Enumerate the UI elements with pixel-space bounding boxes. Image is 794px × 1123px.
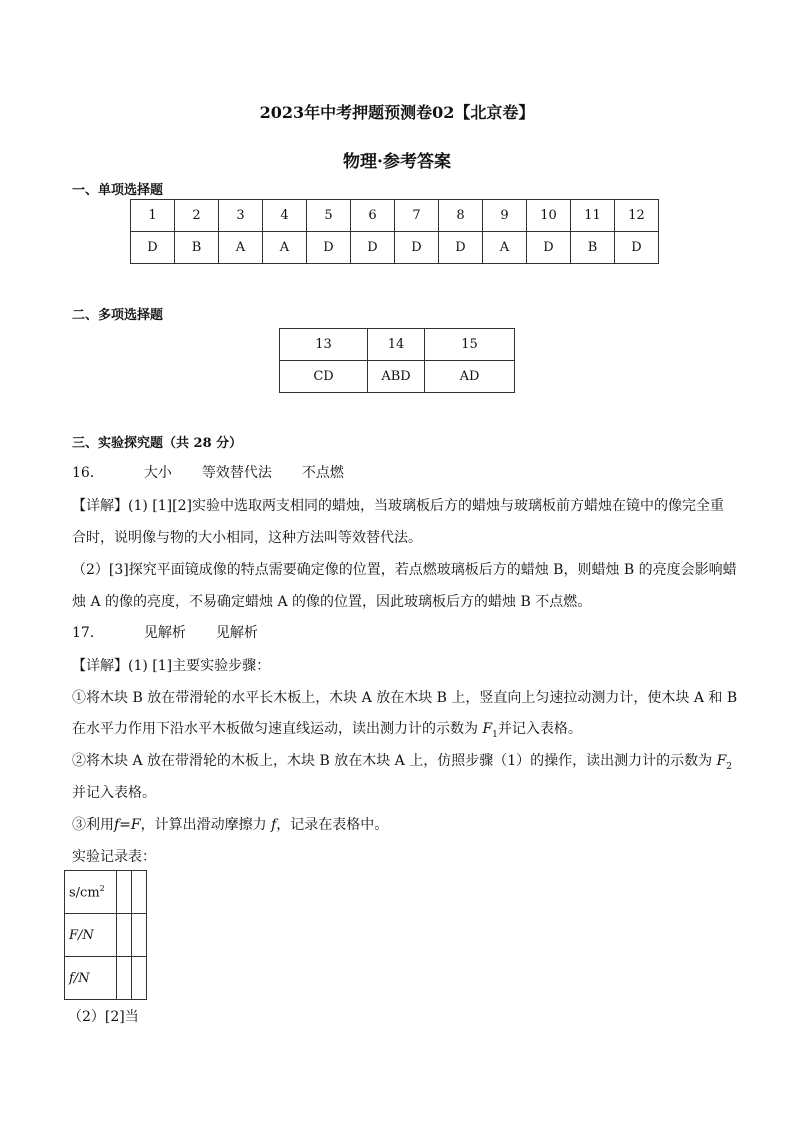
formula: f=F (114, 817, 141, 833)
table-cell: 10 (527, 200, 571, 232)
step-text: 并记入表格。 (497, 721, 582, 737)
detail-label: 【详解】 (72, 498, 128, 514)
detail-text: (1) [1][2]实验中选取两支相同的蜡烛，当玻璃板后方的蜡烛与玻璃板前方蜡烛在镜中的像完全重 (128, 498, 724, 514)
table-cell: A (483, 232, 527, 264)
multi-choice-table (279, 328, 515, 393)
answer-blank: 见解析 (143, 625, 186, 641)
variable-f: f (271, 817, 277, 833)
step-text: ③利用 (72, 817, 114, 833)
question-number: 17． (72, 625, 104, 641)
q16-detail-line3: （2）[3]探究平面镜成像的特点需要确定像的位置，若点燃玻璃板后方的蜡烛 B，则蜡烛 B 的亮度会影响蜡 (72, 562, 737, 578)
step-text: ，计算出滑动摩擦力 (140, 817, 272, 833)
table-cell: 12 (615, 200, 659, 232)
q17-step2-line1 (72, 751, 732, 777)
table-cell: 7 (395, 200, 439, 232)
q17-detail-intro (72, 656, 270, 676)
answer-row (280, 361, 515, 393)
table-cell: D (131, 232, 175, 264)
page-subtitle: 物理·参考答案 (343, 152, 451, 172)
table-cell: 5 (307, 200, 351, 232)
table-cell: 8 (439, 200, 483, 232)
q17-step2-line2: 并记入表格。 (72, 785, 156, 801)
step-text: ，记录在表格中。 (276, 817, 389, 833)
step-text: 在水平力作用下沿水平木板做匀速直线运动，读出测力计的示数为 (72, 721, 483, 737)
answer-blank: 等效替代法 (201, 465, 272, 481)
table-cell: D (615, 232, 659, 264)
subscript: 1 (492, 729, 498, 740)
empty-cell (132, 957, 147, 1000)
detail-label: 【详解】 (72, 658, 128, 674)
table-cell: 13 (280, 329, 368, 361)
number-row (131, 200, 659, 232)
table-cell: B (571, 232, 615, 264)
row-label: s/cm (69, 885, 100, 901)
table-cell: B (175, 232, 219, 264)
table-cell: 14 (368, 329, 425, 361)
question-number: 16． (72, 465, 104, 481)
empty-cell (117, 871, 132, 914)
table-cell: CD (280, 361, 368, 393)
table-cell: ABD (368, 361, 425, 393)
answer-row (131, 232, 659, 264)
section2-heading: 二、多项选择题 (72, 308, 164, 323)
q17-step1-line1: ①将木块 B 放在带滑轮的水平长木板上，木块 A 放在木块 B 上，竖直向上匀速拉动测力计，使木块 A 和 B (72, 690, 738, 706)
table-cell: 3 (219, 200, 263, 232)
q17-part2: （2）[2]当 (68, 1009, 139, 1025)
table-cell: 11 (571, 200, 615, 232)
q17-step3 (72, 815, 388, 835)
row-header: f/N (65, 957, 117, 1000)
table-cell: 9 (483, 200, 527, 232)
empty-cell (132, 871, 147, 914)
number-row (280, 329, 515, 361)
detail-text: (1) [1]主要实验步骤： (128, 658, 271, 674)
table-row (65, 871, 147, 914)
variable-f2: F (716, 753, 727, 769)
q16-detail-line2: 合时，说明像与物的大小相同，这种方法叫等效替代法。 (72, 530, 422, 546)
answer-blank: 大小 (143, 465, 172, 481)
table-cell: A (219, 232, 263, 264)
q17-step1-line2 (72, 719, 582, 745)
empty-cell (117, 957, 132, 1000)
answer-blank: 不点燃 (301, 465, 344, 481)
table-cell: 6 (351, 200, 395, 232)
row-header: F/N (65, 914, 117, 957)
table-cell: D (395, 232, 439, 264)
variable-f1: F (482, 721, 493, 737)
answer-blank: 见解析 (215, 625, 258, 641)
section1-heading: 一、单项选择题 (72, 183, 164, 198)
table-cell: D (527, 232, 571, 264)
table-row (65, 957, 147, 1000)
q16-detail-line1 (72, 496, 724, 516)
page-title: 2023年中考押题预测卷02【北京卷】 (259, 103, 535, 122)
table-cell: D (351, 232, 395, 264)
single-choice-table (130, 199, 659, 264)
table-cell: D (439, 232, 483, 264)
empty-cell (117, 914, 132, 957)
table-cell: 4 (263, 200, 307, 232)
q16-answer-line (72, 463, 374, 483)
table-cell: D (307, 232, 351, 264)
empty-cell (132, 914, 147, 957)
experiment-record-table (64, 870, 147, 1000)
subscript: 2 (726, 761, 733, 772)
q16-detail-line4: 烛 A 的像的亮度，不易确定蜡烛 A 的像的位置，因此玻璃板后方的蜡烛 B 不点燃。 (72, 594, 592, 610)
table-cell: 15 (425, 329, 515, 361)
table-cell: 2 (175, 200, 219, 232)
table-cell: AD (425, 361, 515, 393)
section3-heading: 三、实验探究题（共 28 分） (72, 436, 243, 451)
q17-answer-line (72, 623, 288, 643)
table-cell: A (263, 232, 307, 264)
table-cell: 1 (131, 200, 175, 232)
table-row (65, 914, 147, 957)
row-header (65, 871, 117, 914)
step-text: ②将木块 A 放在带滑轮的木板上，木块 B 放在木块 A 上，仿照步骤（1）的操作，读出测力计的示数为 (72, 753, 717, 769)
superscript: 2 (99, 883, 105, 893)
table-caption: 实验记录表： (72, 849, 156, 865)
